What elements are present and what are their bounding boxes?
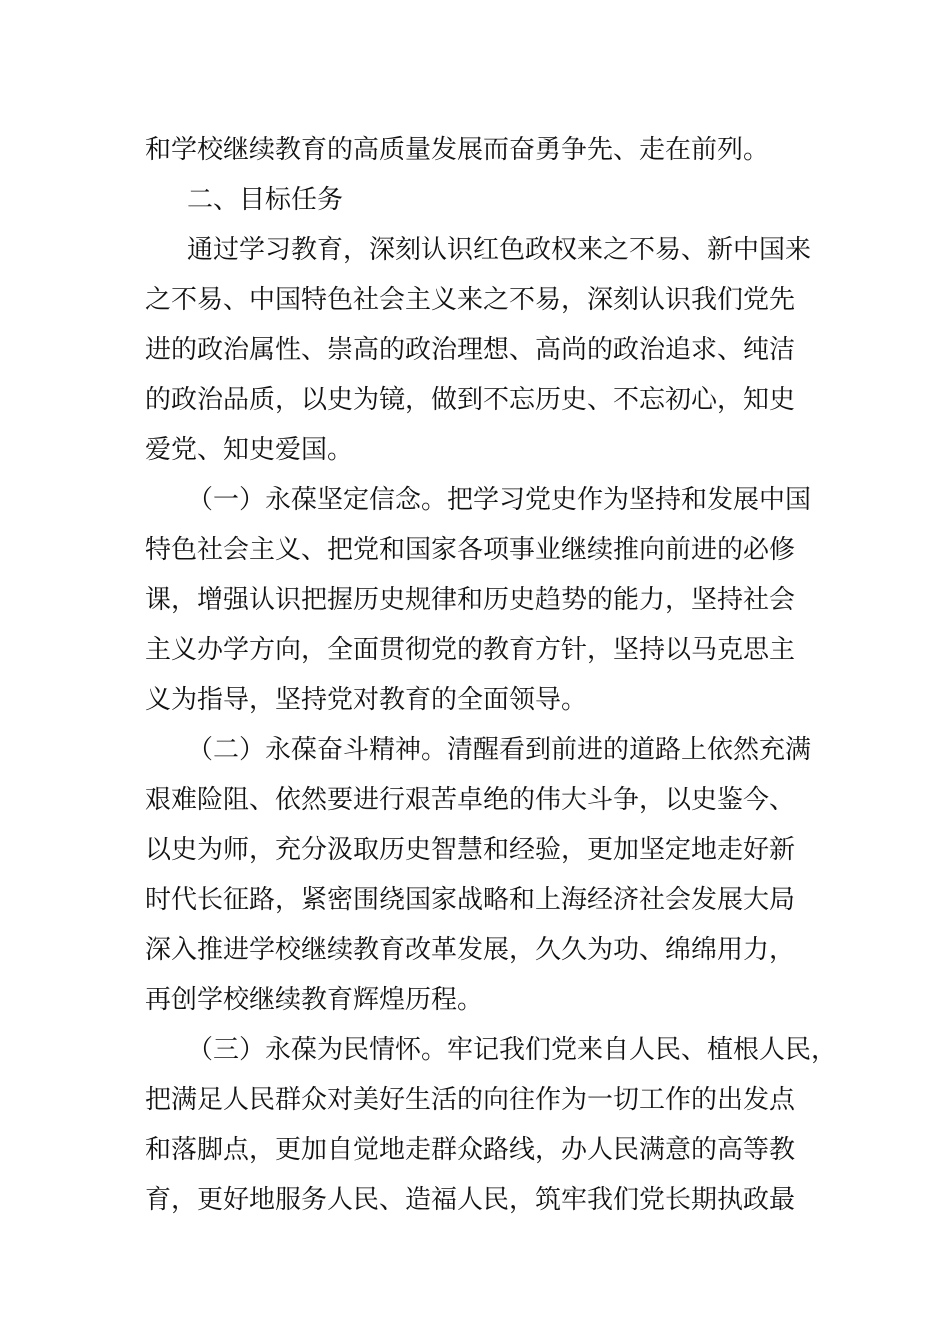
text-line-3: 通过学习教育，深刻认识红色政权来之不易、新中国来 xyxy=(187,235,812,265)
text-line-18: 再创学校继续教育辉煌历程。 xyxy=(145,985,484,1015)
text-line-15: 以史为师，充分汲取历史智慧和经验，更加坚定地走好新 xyxy=(145,835,796,865)
text-line-22: 育，更好地服务人民、造福人民，筑牢我们党长期执政最 xyxy=(145,1185,796,1215)
text-line-20: 把满足人民群众对美好生活的向往作为一切工作的出发点 xyxy=(145,1085,796,1115)
text-line-4: 之不易、中国特色社会主义来之不易，深刻认识我们党先 xyxy=(145,285,796,315)
text-line-1: 和学校继续教育的高质量发展而奋勇争先、走在前列。 xyxy=(145,135,770,165)
text-line-13: （二）永葆奋斗精神。清醒看到前进的道路上依然充满 xyxy=(187,735,812,765)
text-line-16: 时代长征路，紧密围绕国家战略和上海经济社会发展大局 xyxy=(145,885,796,915)
text-line-7: 爱党、知史爱国。 xyxy=(145,435,354,465)
text-line-6: 的政治品质，以史为镜，做到不忘历史、不忘初心，知史 xyxy=(145,385,796,415)
text-line-21: 和落脚点，更加自觉地走群众路线，办人民满意的高等教 xyxy=(145,1135,796,1165)
text-line-14: 艰难险阻、依然要进行艰苦卓绝的伟大斗争，以史鉴今、 xyxy=(145,785,796,815)
text-line-9: 特色社会主义、把党和国家各项事业继续推向前进的必修 xyxy=(145,535,796,565)
text-line-11: 主义办学方向，全面贯彻党的教育方针，坚持以马克思主 xyxy=(145,635,796,665)
text-line-5: 进的政治属性、崇高的政治理想、高尚的政治追求、纯洁 xyxy=(145,335,796,365)
text-line-19: （三）永葆为民情怀。牢记我们党来自人民、植根人民， xyxy=(187,1035,838,1065)
section-heading: 二、目标任务 xyxy=(187,185,344,215)
text-line-12: 义为指导，坚持党对教育的全面领导。 xyxy=(145,685,588,715)
text-line-17: 深入推进学校继续教育改革发展，久久为功、绵绵用力， xyxy=(145,935,796,965)
text-line-8: （一）永葆坚定信念。把学习党史作为坚持和发展中国 xyxy=(187,485,812,515)
text-line-10: 课，增强认识把握历史规律和历史趋势的能力，坚持社会 xyxy=(145,585,796,615)
